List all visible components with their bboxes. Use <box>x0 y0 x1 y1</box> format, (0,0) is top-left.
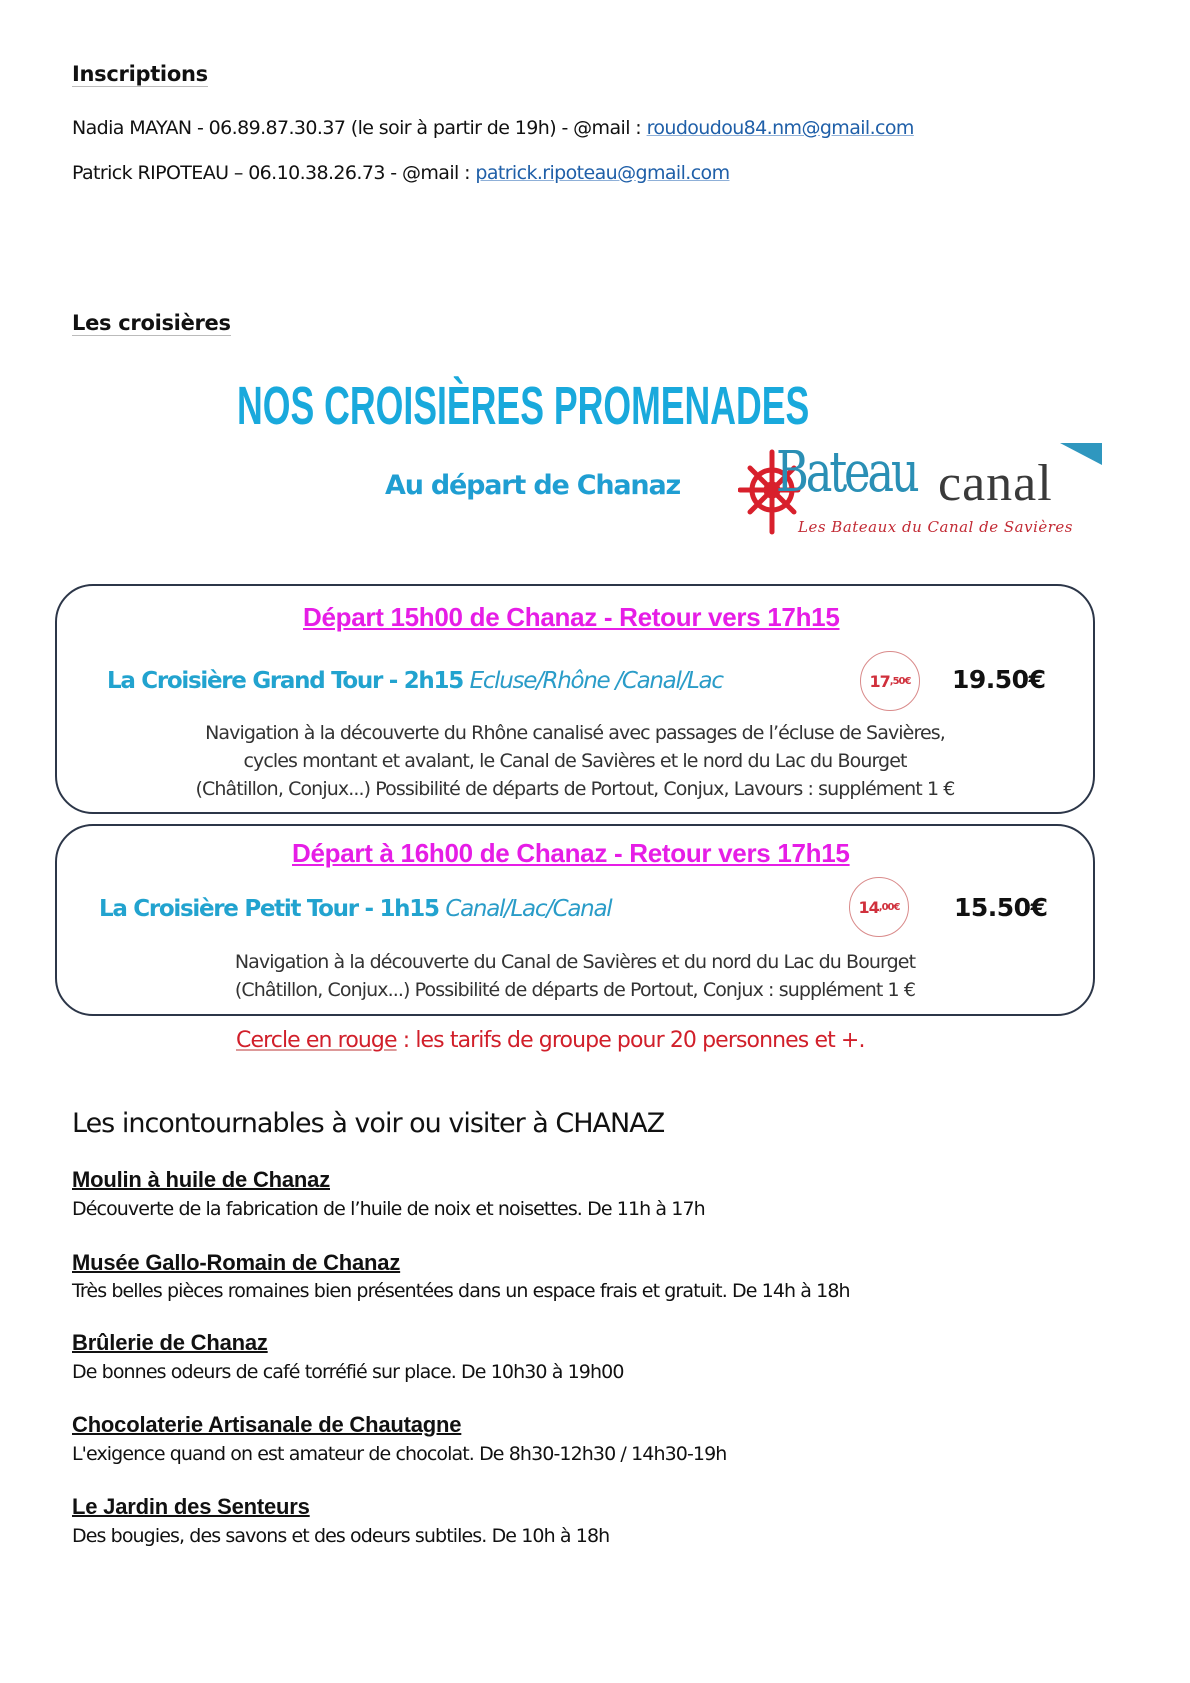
description-line: Navigation à la découverte du Rhône canalisé avec passages de l’écluse de Savières, <box>205 722 945 744</box>
description-line: cycles montant et avalant, le Canal de Savières et le nord du Lac du Bourget <box>243 750 907 772</box>
logo-word-canal: canal <box>938 455 1053 512</box>
attractions-heading: Les incontournables à voir ou visiter à CHANAZ <box>72 1108 665 1139</box>
group-price-main: 14 <box>858 897 879 917</box>
contact-patrick <box>72 162 729 184</box>
attraction-name: Chocolaterie Artisanale de Chautagne <box>72 1412 462 1437</box>
cruise-card-grand-tour <box>55 584 1095 814</box>
cruise-route: Ecluse/Rhône /Canal/Lac <box>469 668 723 694</box>
group-price-cents: ,50€ <box>889 675 911 687</box>
cruise-name: La Croisière Petit Tour - 1h15 <box>99 896 446 922</box>
contact-text: Nadia MAYAN - 06.89.87.30.37 (le soir à partir de 19h) - @mail : <box>72 117 647 139</box>
email-link-nadia[interactable]: roudoudou84.nm@gmail.com <box>646 117 914 139</box>
cruise-price: 19.50€ <box>952 665 1046 694</box>
group-rate-note <box>236 1028 865 1053</box>
attraction-name: Musée Gallo-Romain de Chanaz <box>72 1250 401 1275</box>
note-label: Cercle en rouge <box>236 1028 397 1053</box>
cruise-route: Canal/Lac/Canal <box>445 896 612 922</box>
cruise-description <box>57 719 1093 803</box>
description-line: (Châtillon, Conjux...) Possibilité de départs de Portout, Conjux, Lavours : supplément 1 € <box>195 778 955 800</box>
banner-title: NOS CROISIÈRES PROMENADES <box>237 376 810 436</box>
description-line: (Châtillon, Conjux...) Possibilité de départs de Portout, Conjux : supplément 1 € <box>234 979 916 1001</box>
group-price-badge <box>860 651 920 711</box>
logo-word-bateau: Bateau <box>776 440 917 505</box>
email-link-patrick[interactable]: patrick.ripoteau@gmail.com <box>475 162 730 184</box>
banner-subtitle: Au départ de Chanaz <box>385 470 680 501</box>
cruise-name: La Croisière Grand Tour - 2h15 <box>107 668 470 694</box>
attraction-description: Découverte de la fabrication de l’huile de noix et noisettes. De 11h à 17h <box>72 1198 705 1220</box>
logo-corner-triangle <box>1060 443 1102 465</box>
cruise-card-petit-tour <box>55 824 1095 1016</box>
attraction-description: L'exigence quand on est amateur de chocolat. De 8h30-12h30 / 14h30-19h <box>72 1443 727 1465</box>
attraction-description: Des bougies, des savons et des odeurs subtiles. De 10h à 18h <box>72 1525 610 1547</box>
bateau-canal-logo <box>738 440 1108 550</box>
contact-text: Patrick RIPOTEAU – 06.10.38.26.73 - @mail : <box>72 162 476 184</box>
attraction-description: Très belles pièces romaines bien présentées dans un espace frais et gratuit. De 14h à 18h <box>72 1280 850 1302</box>
cruise-price: 15.50€ <box>954 893 1048 922</box>
inscriptions-heading: Inscriptions <box>72 62 208 86</box>
cruise-title <box>99 896 611 922</box>
cruise-description <box>57 948 1093 1004</box>
attraction-name: Brûlerie de Chanaz <box>72 1330 268 1355</box>
attraction-name: Moulin à huile de Chanaz <box>72 1167 330 1192</box>
group-price-badge <box>849 877 909 937</box>
contact-nadia <box>72 117 914 139</box>
attraction-name: Le Jardin des Senteurs <box>72 1494 310 1519</box>
attraction-description: De bonnes odeurs de café torréfié sur place. De 10h30 à 19h00 <box>72 1361 624 1383</box>
cruises-heading: Les croisières <box>72 311 231 335</box>
cruise-title <box>107 668 723 694</box>
group-price-main: 17 <box>869 671 890 691</box>
description-line: Navigation à la découverte du Canal de Savières et du nord du Lac du Bourget <box>234 951 916 973</box>
cruise-schedule: Départ à 16h00 de Chanaz - Retour vers 17h15 <box>292 838 850 868</box>
group-price-cents: ,00€ <box>878 901 900 913</box>
cruise-schedule: Départ 15h00 de Chanaz - Retour vers 17h15 <box>303 602 840 632</box>
note-text: : les tarifs de groupe pour 20 personnes et +. <box>396 1028 865 1053</box>
logo-tagline: Les Bateaux du Canal de Savières <box>798 518 1073 536</box>
